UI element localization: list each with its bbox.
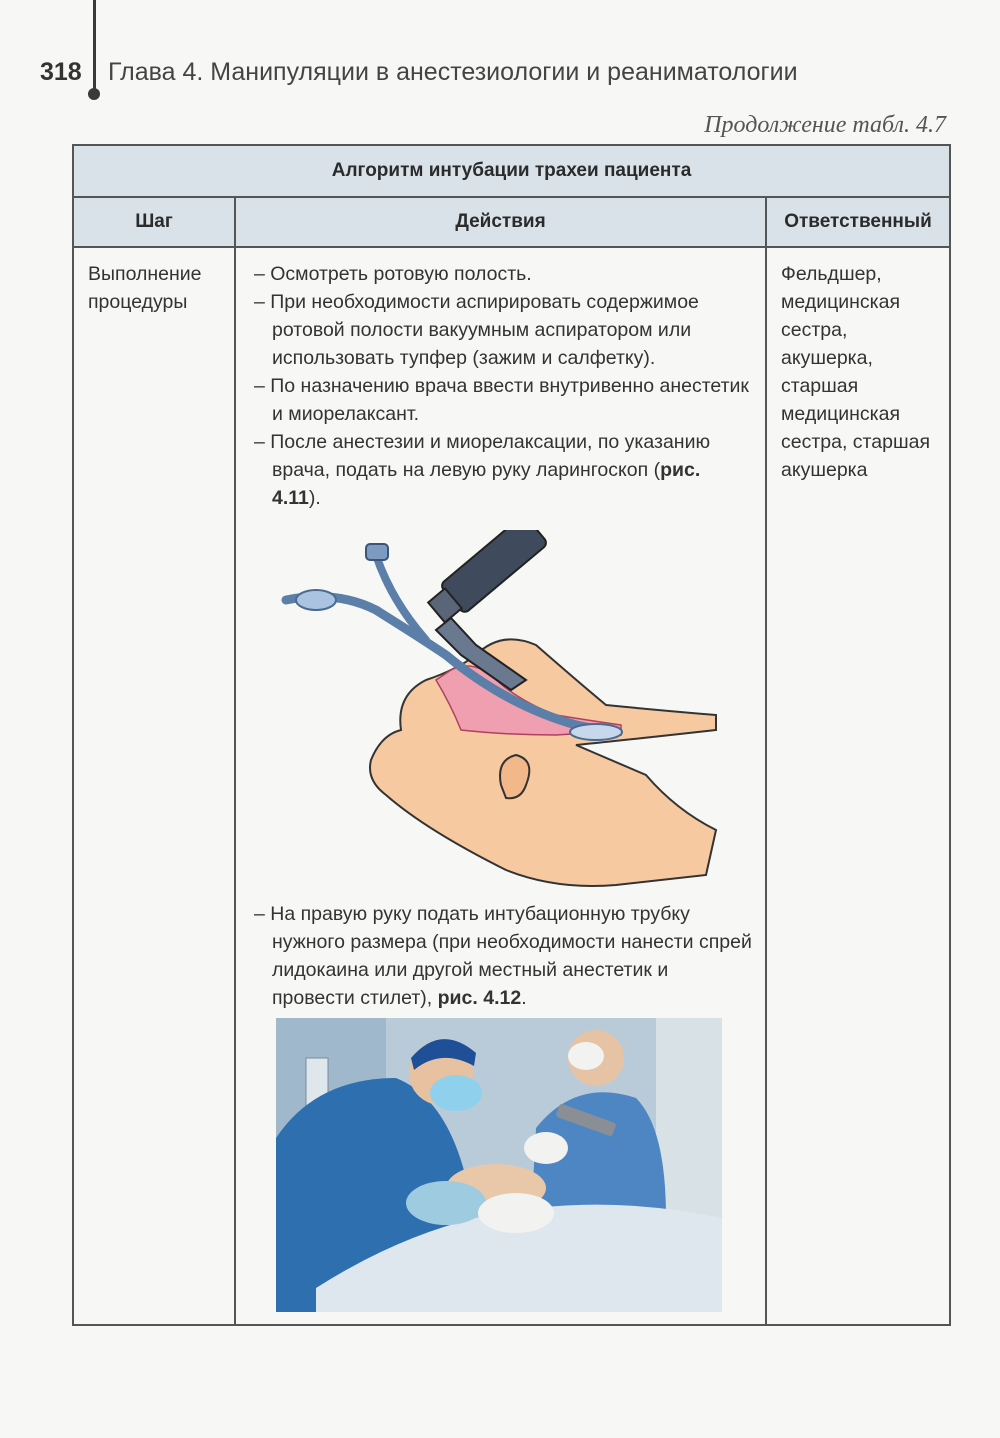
table-title: Алгоритм интубации трахеи пациента: [73, 145, 950, 197]
action-item: – При необходимости аспирировать содержимое ротовой полости вакуумным аспиратором или использовать тупфер (зажим и салфетку).: [254, 288, 753, 372]
action-item: [254, 428, 753, 512]
table-continuation-label: Продолжение табл. 4.7: [704, 112, 946, 138]
column-header-responsible: Ответственный: [766, 197, 950, 247]
actions-list: [254, 260, 753, 512]
figure-ref-4-12: рис. 4.12: [437, 987, 522, 1009]
intubation-table: [72, 144, 951, 1326]
header-rule: [93, 0, 96, 94]
intubation-photo: [276, 1018, 722, 1312]
chapter-title: Глава 4. Манипуляции в анестезиологии и реаниматологии: [108, 58, 798, 86]
actions-cell: [235, 247, 766, 1325]
figure-ref-4-11: рис. 4.11: [272, 459, 701, 509]
action-text: После анестезии и миорелаксации, по указанию врача, подать на левую руку ларингоскоп (: [270, 431, 711, 481]
action-text: На правую руку подать интубационную трубку нужного размера (при необходимости нанести спрей лидокаина или другой местный анестетик и провести стилет),: [270, 903, 752, 1009]
action-item: – Осмотреть ротовую полость.: [254, 260, 753, 288]
responsible-cell: Фельдшер, медицинская сестра, акушерка, старшая медицинская сестра, старшая акушерка: [766, 247, 950, 1325]
column-header-step: Шаг: [73, 197, 235, 247]
action-item: – По назначению врача ввести внутривенно анестетик и миорелаксант.: [254, 372, 753, 428]
header-dot: [88, 88, 100, 100]
action-tail: .: [521, 987, 527, 1009]
page-number: 318: [40, 58, 82, 86]
column-header-actions: Действия: [235, 197, 766, 247]
laryngoscope-intubation-illustration: [276, 530, 726, 890]
step-cell: Выполнение процедуры: [73, 247, 235, 1325]
action-item: [254, 900, 753, 1012]
action-tail: ).: [308, 487, 321, 509]
actions-list-continued: [254, 900, 753, 1012]
